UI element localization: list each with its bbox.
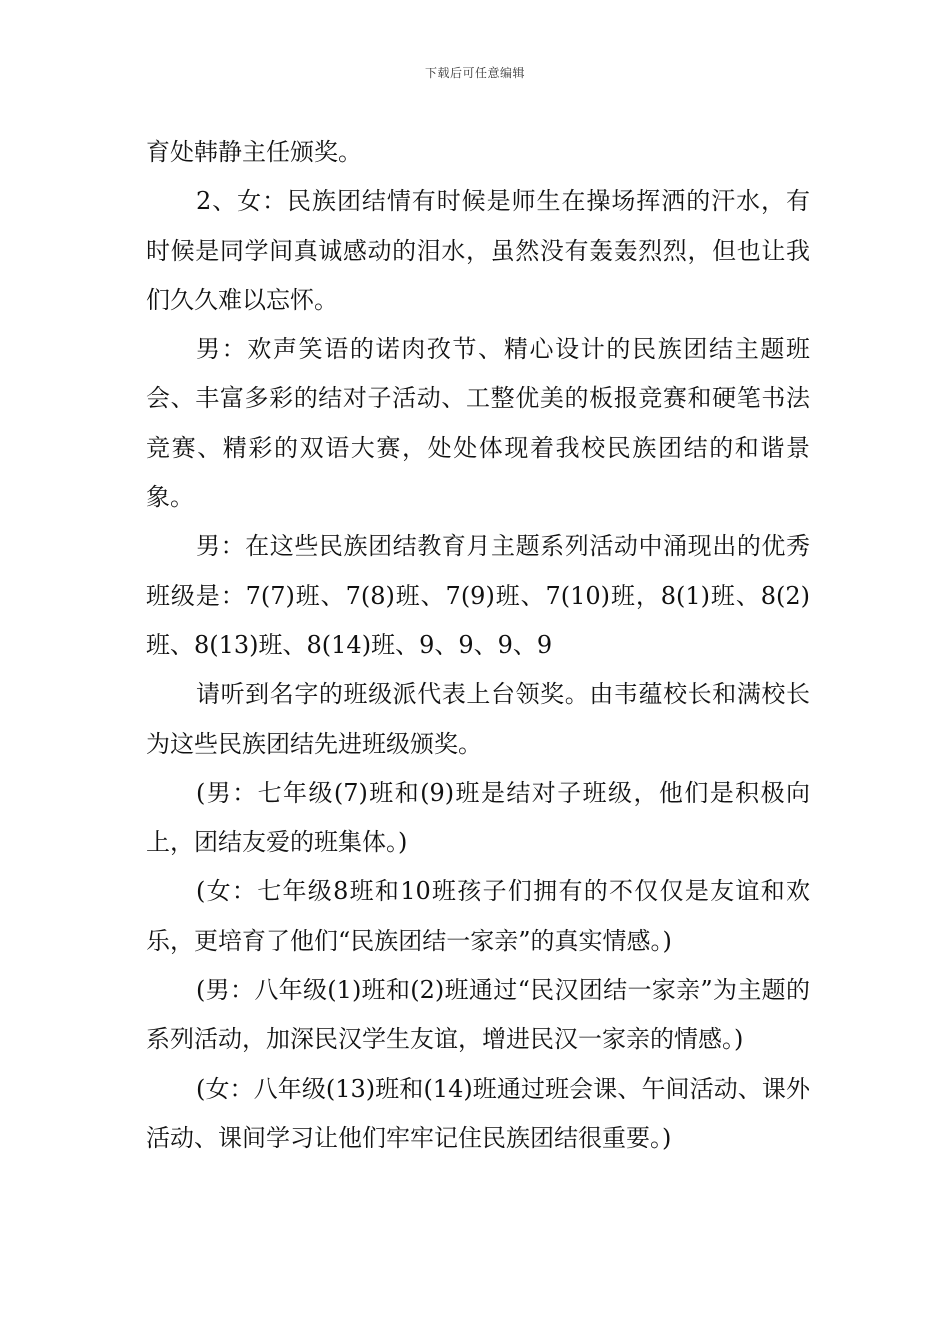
paragraph: (女：七年级8班和10班孩子们拥有的不仅仅是友谊和欢乐，更培育了他们“民族团结一家亲”的真实情感。): [146, 877, 810, 955]
paragraph: 男：欢声笑语的诺肉孜节、精心设计的民族团结主题班会、丰富多彩的结对子活动、工整优美的板报竞赛和硬笔书法竞赛、精彩的双语大赛，处处体现着我校民族团结的和谐景象。: [146, 335, 810, 512]
page-header: 下载后可任意编辑: [424, 66, 525, 80]
paragraph: 请听到名字的班级派代表上台领奖。由韦蕴校长和满校长为这些民族团结先进班级颁奖。: [146, 680, 810, 758]
paragraph: (男：七年级(7)班和(9)班是结对子班级，他们是积极向上，团结友爱的班集体。): [146, 778, 810, 857]
paragraph: 育处韩静主任颁奖。: [146, 138, 362, 166]
paragraph: 男：在这些民族团结教育月主题系列活动中涌现出的优秀班级是：7(7)班、7(8)班、7(9)班、7(10)班，8(1)班、8(2)班、8(13)班、8(14)班、9、9、9、9: [146, 532, 810, 659]
paragraph: (女：八年级(13)班和(14)班通过班会课、午间活动、课外活动、课间学习让他们牢牢记住民族团结很重要。): [146, 1074, 810, 1152]
document-body: [146, 128, 810, 1163]
paragraph: 2、女：民族团结情有时候是师生在操场挥洒的汗水，有时候是同学间真诚感动的泪水，虽然没有轰轰烈烈，但也让我们久久难以忘怀。: [146, 187, 810, 314]
paragraph: (男：八年级(1)班和(2)班通过“民汉团结一家亲”为主题的系列活动，加深民汉学生友谊，增进民汉一家亲的情感。): [146, 976, 810, 1054]
